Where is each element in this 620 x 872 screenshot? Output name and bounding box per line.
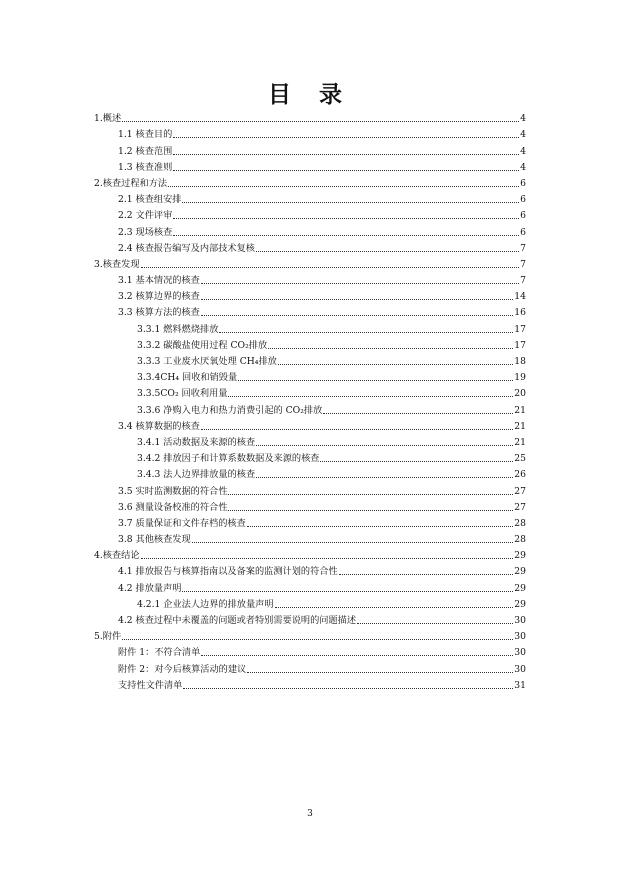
toc-entry[interactable]: [94, 270, 526, 286]
toc-entry-page: 21: [514, 420, 526, 432]
dot-leader: [278, 364, 513, 365]
toc-entry-label: 1.概述: [94, 113, 122, 125]
toc-entry[interactable]: [94, 157, 526, 173]
toc-entry[interactable]: [94, 658, 526, 674]
toc-entry-page: 6: [520, 226, 526, 238]
toc-entry-label: 5.附件: [94, 631, 122, 643]
dot-leader: [256, 251, 519, 252]
dot-leader: [173, 235, 519, 236]
dot-leader: [320, 461, 513, 462]
toc-entry-page: 27: [514, 501, 526, 513]
toc-entry-label: 3.3 核算方法的核查: [118, 307, 200, 319]
dot-leader: [357, 623, 513, 624]
toc-entry-page: 17: [514, 323, 526, 335]
dot-leader: [339, 574, 514, 575]
toc-entry[interactable]: [94, 108, 526, 124]
toc-entry[interactable]: [94, 302, 526, 318]
toc-entry-page: 16: [514, 307, 526, 319]
toc-entry-label: 1.3 核查准则: [118, 161, 173, 173]
toc-entry-page: 27: [514, 485, 526, 497]
dot-leader: [173, 137, 519, 138]
toc-entry-label: 附件 2：对今后核算活动的建议: [118, 663, 247, 675]
toc-entry-label: 2.2 文件评审: [118, 210, 173, 222]
toc-entry[interactable]: [94, 594, 526, 610]
toc-entry-label: 2.核查过程和方法: [94, 177, 168, 189]
dot-leader: [168, 186, 519, 187]
toc-entry[interactable]: [94, 254, 526, 270]
toc-entry[interactable]: [94, 189, 526, 205]
toc-entry[interactable]: [94, 124, 526, 140]
dot-leader: [201, 655, 513, 656]
toc-entry-label: 2.1 核查组安排: [118, 194, 182, 206]
toc-entry-page: 4: [520, 129, 526, 141]
dot-leader: [247, 526, 514, 527]
toc-entry-page: 4: [520, 113, 526, 125]
toc-entry[interactable]: [94, 626, 526, 642]
toc-entry[interactable]: [94, 480, 526, 496]
toc-entry[interactable]: [94, 448, 526, 464]
toc-entry[interactable]: [94, 399, 526, 415]
dot-leader: [323, 413, 513, 414]
toc-entry-label: 4.2 排放量声明: [118, 582, 182, 594]
toc-entry-label: 3.4.1 活动数据及来源的核查: [137, 436, 256, 448]
toc-entry-label: 3.4.3 法人边界排放量的核查: [137, 469, 256, 481]
toc-entry-page: 4: [520, 161, 526, 173]
dot-leader: [182, 202, 519, 203]
dot-leader: [247, 672, 513, 673]
dot-leader: [256, 477, 513, 478]
toc-entry[interactable]: [94, 561, 526, 577]
dot-leader: [173, 218, 519, 219]
toc-entry-page: 18: [514, 356, 526, 367]
toc-entry[interactable]: [94, 140, 526, 156]
toc-entry-label: 支持性文件清单: [118, 679, 183, 691]
dot-leader: [141, 558, 514, 559]
dot-leader: [256, 445, 513, 446]
dot-leader: [122, 639, 513, 640]
toc-entry-label: 3.3.5CO₂ 回收利用量: [137, 388, 228, 400]
dot-leader: [122, 121, 519, 122]
toc-entry-label: 3.5 实时监测数据的符合性: [118, 485, 228, 497]
toc-entry-label: 3.7 质量保证和文件存档的核查: [118, 517, 246, 529]
toc-entry-label: 3.3.2 碳酸盐使用过程 CO₂排放: [137, 339, 268, 351]
toc-entry-label: 2.4 核查报告编写及内部技术复核: [118, 242, 255, 254]
toc-entry-page: 14: [514, 291, 526, 303]
toc-entry-label: 3.4.2 排放因子和计算系数数据及来源的核查: [137, 453, 320, 465]
toc-entry-page: 28: [514, 517, 526, 529]
toc-entry-page: 7: [520, 275, 526, 287]
toc-entry-label: 3.3.1 燃料燃烧排放: [137, 323, 219, 335]
dot-leader: [238, 380, 513, 381]
toc-entry[interactable]: [94, 545, 526, 561]
toc-entry[interactable]: [94, 351, 526, 367]
toc-entry-page: 25: [514, 453, 526, 465]
toc-entry[interactable]: [94, 318, 526, 334]
dot-leader: [201, 299, 513, 300]
toc-entry-label: 3.1 基本情况的核查: [118, 275, 200, 287]
dot-leader: [192, 542, 514, 543]
toc-entry-label: 3.2 核算边界的核查: [118, 291, 200, 303]
toc-entry[interactable]: [94, 367, 526, 383]
toc-entry-label: 3.4 核算数据的核查: [118, 420, 200, 432]
toc-entry-page: 26: [514, 469, 526, 481]
toc-entry[interactable]: [94, 383, 526, 399]
toc-entry-label: 4.核查结论: [94, 550, 140, 562]
toc-entry-page: 30: [514, 663, 526, 675]
dot-leader: [201, 429, 513, 430]
toc-entry-label: 2.3 现场核查: [118, 226, 173, 238]
toc-entry-label: 4.2.1 企业法人边界的排放量声明: [137, 598, 274, 610]
dot-leader: [201, 315, 513, 316]
toc-entry[interactable]: [94, 205, 526, 221]
toc-entry[interactable]: [94, 286, 526, 302]
toc-entry-page: 4: [520, 145, 526, 157]
toc-entry-label: 1.1 核查目的: [118, 129, 173, 141]
toc-entry[interactable]: [94, 577, 526, 593]
toc-title: 目 录: [267, 82, 352, 108]
dot-leader: [228, 494, 513, 495]
toc-entry[interactable]: [94, 432, 526, 448]
toc-entry-label: 3.3.4CH₄ 回收和销毁量: [137, 372, 238, 384]
toc-entry-page: 6: [520, 194, 526, 206]
toc-entry-page: 21: [514, 404, 526, 416]
toc-entry-page: 29: [514, 550, 526, 562]
toc-entry-page: 29: [514, 598, 526, 610]
dot-leader: [141, 267, 520, 268]
toc-entry[interactable]: [94, 675, 526, 691]
toc-entry-label: 3.8 其他核查发现: [118, 534, 191, 546]
toc-entry[interactable]: [94, 416, 526, 432]
dot-leader: [183, 688, 513, 689]
toc-entry-label: 1.2 核查范围: [118, 145, 173, 157]
toc-entry[interactable]: [94, 610, 526, 626]
toc-entry-page: 7: [520, 242, 526, 254]
toc-entry-page: 6: [520, 177, 526, 189]
toc-entry[interactable]: [94, 464, 526, 480]
toc-entry-page: 7: [520, 258, 526, 270]
dot-leader: [201, 283, 519, 284]
toc-entry-label: 3.3.3 工业废水厌氧处理 CH₄排放: [137, 356, 277, 367]
toc-entry[interactable]: [94, 238, 526, 254]
toc-entry-page: 30: [514, 647, 526, 659]
dot-leader: [268, 348, 513, 349]
dot-leader: [173, 170, 519, 171]
dot-leader: [182, 591, 513, 592]
toc-entry[interactable]: [94, 642, 526, 658]
toc-entry-page: 29: [514, 566, 526, 578]
page-number: 3: [307, 809, 313, 819]
toc-entry[interactable]: [94, 335, 526, 351]
toc-entry-page: 6: [520, 210, 526, 222]
toc-entry-page: 17: [514, 339, 526, 351]
toc-entry-page: 31: [514, 679, 526, 691]
dot-leader: [173, 154, 519, 155]
toc-entry-label: 3.3.6 净购入电力和热力消费引起的 CO₂排放: [137, 404, 323, 416]
toc-entry-page: 20: [514, 388, 526, 400]
toc-entry-page: 29: [514, 582, 526, 594]
toc-entry[interactable]: [94, 513, 526, 529]
dot-leader: [275, 607, 514, 608]
dot-leader: [228, 510, 513, 511]
toc-entry-page: 30: [514, 631, 526, 643]
toc-entry[interactable]: [94, 221, 526, 237]
toc-entry-label: 3.核查发现: [94, 258, 140, 270]
toc-entry-label: 4.2 核查过程中未覆盖的问题或者特别需要说明的问题描述: [118, 615, 357, 626]
toc-entry[interactable]: [94, 497, 526, 513]
dot-leader: [219, 332, 513, 333]
dot-leader: [228, 396, 513, 397]
toc-entry-label: 4.1 排放报告与核算指南以及备案的监测计划的符合性: [118, 566, 338, 578]
toc-entry[interactable]: [94, 529, 526, 545]
toc-entry-page: 30: [514, 615, 526, 626]
toc-entry-label: 3.6 测量设备校准的符合性: [118, 501, 228, 513]
toc-entry-page: 28: [514, 534, 526, 546]
table-of-contents: [94, 108, 526, 691]
toc-entry-page: 21: [514, 436, 526, 448]
toc-entry[interactable]: [94, 173, 526, 189]
toc-entry-page: 19: [514, 372, 526, 384]
toc-entry-label: 附件 1：不符合清单: [118, 647, 201, 659]
